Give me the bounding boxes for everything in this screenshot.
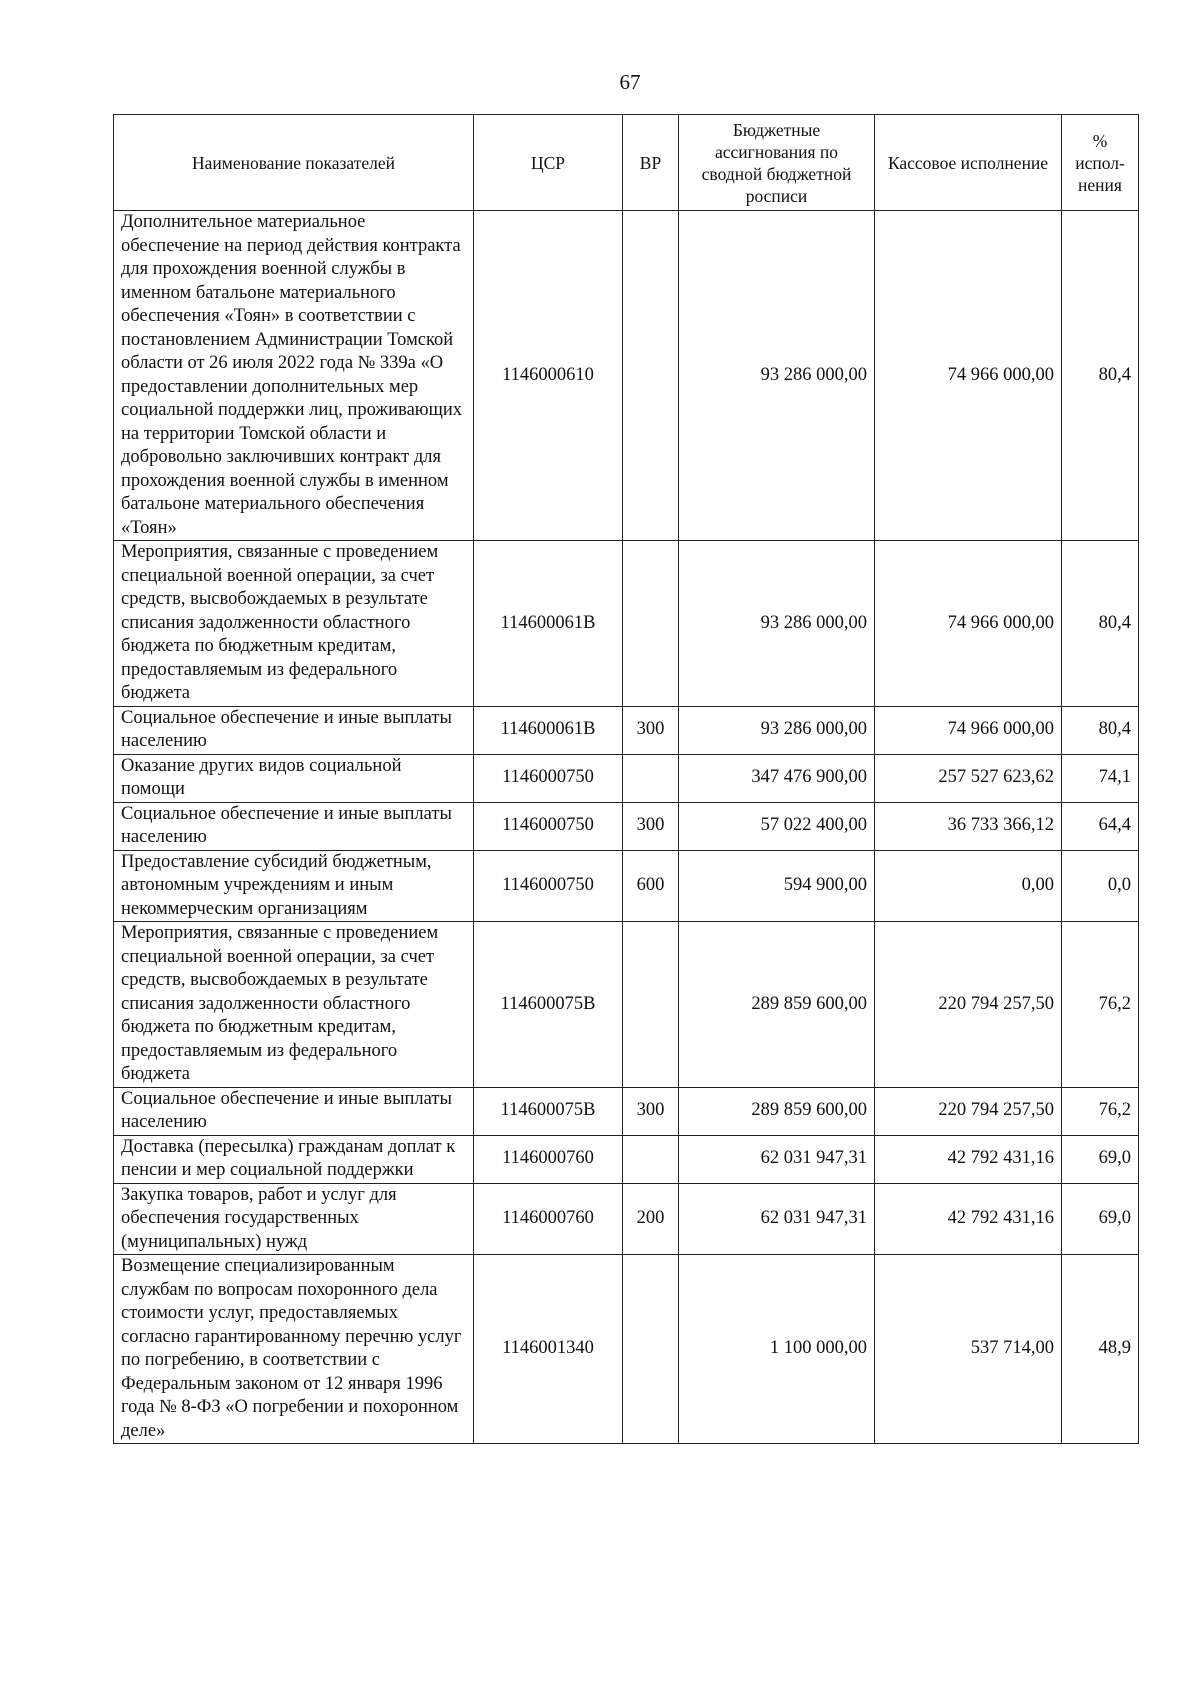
row-cash: 537 714,00 — [875, 1255, 1062, 1444]
row-csr: 1146000760 — [474, 1135, 623, 1183]
row-vr: 600 — [623, 850, 679, 922]
row-vr — [623, 211, 679, 541]
row-name: Социальное обеспечение и иные выплаты населению — [114, 1087, 474, 1135]
row-cash: 257 527 623,62 — [875, 754, 1062, 802]
row-pct: 48,9 — [1062, 1255, 1139, 1444]
row-csr: 1146000610 — [474, 211, 623, 541]
row-name: Оказание других видов социальной помощи — [114, 754, 474, 802]
row-csr: 1146001340 — [474, 1255, 623, 1444]
row-pct: 69,0 — [1062, 1135, 1139, 1183]
row-vr: 300 — [623, 802, 679, 850]
row-pct: 80,4 — [1062, 211, 1139, 541]
page-number: 67 — [619, 70, 641, 94]
row-vr — [623, 922, 679, 1088]
table-row — [114, 802, 1139, 850]
budget-execution-table — [113, 114, 1139, 1444]
row-csr: 114600075В — [474, 922, 623, 1088]
row-csr: 1146000750 — [474, 802, 623, 850]
row-cash: 42 792 431,16 — [875, 1135, 1062, 1183]
table-row — [114, 754, 1139, 802]
header-name: Наименование показателей — [114, 115, 474, 211]
row-pct: 64,4 — [1062, 802, 1139, 850]
row-name: Предоставление субсидий бюджетным, автономным учреждениям и иным некоммерческим организациям — [114, 850, 474, 922]
row-csr: 114600061В — [474, 706, 623, 754]
row-cash: 220 794 257,50 — [875, 1087, 1062, 1135]
row-name: Мероприятия, связанные с проведением специальной военной операции, за счет средств, высвобождаемых в результате списания задолженности областного бюджета по бюджетным кредитам, предоставляемым из федерального бюджета — [114, 922, 474, 1088]
row-cash: 74 966 000,00 — [875, 211, 1062, 541]
row-budget: 57 022 400,00 — [679, 802, 875, 850]
header-vr: ВР — [623, 115, 679, 211]
header-pct: % испол-нения — [1062, 115, 1139, 211]
row-name: Доставка (пересылка) гражданам доплат к пенсии и мер социальной поддержки — [114, 1135, 474, 1183]
row-cash: 0,00 — [875, 850, 1062, 922]
row-cash: 74 966 000,00 — [875, 706, 1062, 754]
row-name: Мероприятия, связанные с проведением специальной военной операции, за счет средств, высвобождаемых в результате списания задолженности областного бюджета по бюджетным кредитам, предоставляемым из федерального бюджета — [114, 541, 474, 707]
row-cash: 74 966 000,00 — [875, 541, 1062, 707]
row-name: Закупка товаров, работ и услуг для обеспечения государственных (муниципальных) нужд — [114, 1183, 474, 1255]
row-pct: 76,2 — [1062, 1087, 1139, 1135]
table-row — [114, 1183, 1139, 1255]
row-vr — [623, 1255, 679, 1444]
table-row — [114, 850, 1139, 922]
row-budget: 93 286 000,00 — [679, 706, 875, 754]
row-vr — [623, 1135, 679, 1183]
row-pct: 0,0 — [1062, 850, 1139, 922]
table-row — [114, 922, 1139, 1088]
row-pct: 76,2 — [1062, 922, 1139, 1088]
row-budget: 289 859 600,00 — [679, 1087, 875, 1135]
table-row — [114, 1135, 1139, 1183]
table-header-row — [114, 115, 1139, 211]
row-csr: 114600075В — [474, 1087, 623, 1135]
row-name: Дополнительное материальное обеспечение на период действия контракта для прохождения военной службы в именном батальоне материального обеспечения «Тоян» в соответствии с постановлением Администрации Томской области от 26 июля 2022 года № 339а «О предоставлении дополнительных мер социальной поддержки лиц, проживающих на территории Томской области и добровольно заключивших контракт для прохождения военной службы в именном батальоне материального обеспечения «Тоян» — [114, 211, 474, 541]
row-vr — [623, 754, 679, 802]
row-budget: 62 031 947,31 — [679, 1135, 875, 1183]
row-budget: 93 286 000,00 — [679, 541, 875, 707]
row-pct: 74,1 — [1062, 754, 1139, 802]
row-name: Социальное обеспечение и иные выплаты населению — [114, 802, 474, 850]
row-csr: 114600061В — [474, 541, 623, 707]
table-row — [114, 706, 1139, 754]
table-row — [114, 1255, 1139, 1444]
row-vr: 300 — [623, 1087, 679, 1135]
row-pct: 69,0 — [1062, 1183, 1139, 1255]
row-csr: 1146000750 — [474, 850, 623, 922]
row-cash: 36 733 366,12 — [875, 802, 1062, 850]
row-budget: 62 031 947,31 — [679, 1183, 875, 1255]
table-row — [114, 211, 1139, 541]
header-cash: Кассовое исполнение — [875, 115, 1062, 211]
row-budget: 93 286 000,00 — [679, 211, 875, 541]
row-vr — [623, 541, 679, 707]
row-budget: 289 859 600,00 — [679, 922, 875, 1088]
row-name: Возмещение специализированным службам по вопросам похоронного дела стоимости услуг, предоставляемых согласно гарантированному перечню услуг по погребению, в соответствии с Федеральным законом от 12 января 1996 года № 8-ФЗ «О погребении и похоронном деле» — [114, 1255, 474, 1444]
row-vr: 200 — [623, 1183, 679, 1255]
row-pct: 80,4 — [1062, 706, 1139, 754]
table-row — [114, 1087, 1139, 1135]
header-csr: ЦСР — [474, 115, 623, 211]
row-budget: 347 476 900,00 — [679, 754, 875, 802]
row-cash: 220 794 257,50 — [875, 922, 1062, 1088]
header-budget: Бюджетные ассигнования по сводной бюджетной росписи — [679, 115, 875, 211]
row-pct: 80,4 — [1062, 541, 1139, 707]
row-vr: 300 — [623, 706, 679, 754]
row-cash: 42 792 431,16 — [875, 1183, 1062, 1255]
table-row — [114, 541, 1139, 707]
row-budget: 1 100 000,00 — [679, 1255, 875, 1444]
row-name: Социальное обеспечение и иные выплаты населению — [114, 706, 474, 754]
row-csr: 1146000760 — [474, 1183, 623, 1255]
row-csr: 1146000750 — [474, 754, 623, 802]
row-budget: 594 900,00 — [679, 850, 875, 922]
